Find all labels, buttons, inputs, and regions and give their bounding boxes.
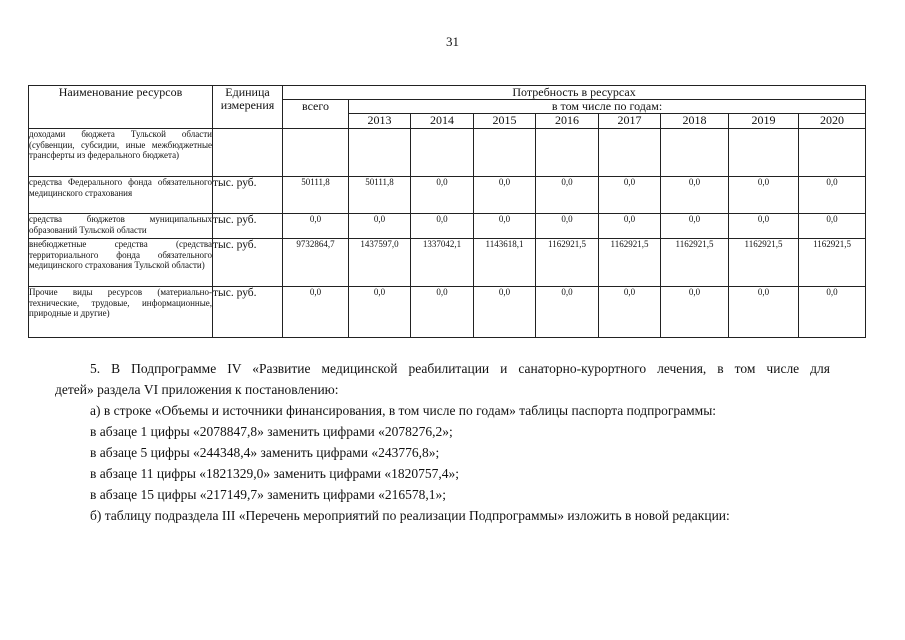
value-cell: 0,0 <box>661 214 729 239</box>
value-cell <box>474 129 536 177</box>
value-cell <box>661 129 729 177</box>
resource-name: внебюджетные средства (средства территориального фонда обязательного медицинского страхования Тульской области) <box>29 239 213 287</box>
value-cell: 0,0 <box>474 287 536 338</box>
resource-unit: тыс. руб. <box>213 239 283 287</box>
resource-unit: тыс. руб. <box>213 287 283 338</box>
header-year: 2020 <box>799 114 866 129</box>
value-cell: 1162921,5 <box>661 239 729 287</box>
value-cell: 0,0 <box>536 177 599 214</box>
resource-name: Прочие виды ресурсов (материально-технические, трудовые, информационные, природные и другие) <box>29 287 213 338</box>
value-cell: 0,0 <box>799 214 866 239</box>
header-year: 2014 <box>411 114 474 129</box>
replacement-line: в абзаце 5 цифры «244348,4» заменить цифрами «243776,8»; <box>90 445 440 460</box>
page-number: 31 <box>446 34 459 49</box>
paragraph-a: а) в строке «Объемы и источники финансирования, в том числе по годам» таблицы паспорта подпрограммы: <box>90 403 717 418</box>
value-cell: 0,0 <box>349 214 411 239</box>
table-row <box>29 129 866 177</box>
value-cell: 0,0 <box>799 177 866 214</box>
value-cell: 0,0 <box>474 177 536 214</box>
value-cell: 0,0 <box>599 287 661 338</box>
value-cell: 0,0 <box>599 177 661 214</box>
header-year: 2017 <box>599 114 661 129</box>
value-cell: 0,0 <box>799 287 866 338</box>
value-cell: 0,0 <box>283 214 349 239</box>
value-cell: 1162921,5 <box>536 239 599 287</box>
value-cell: 0,0 <box>729 287 799 338</box>
value-cell: 1162921,5 <box>799 239 866 287</box>
resource-name: средства Федерального фонда обязательного медицинского страхования <box>29 177 213 214</box>
header-resource-need: Потребность в ресурсах <box>283 86 866 100</box>
header-unit: Единица измерения <box>213 86 283 129</box>
value-cell: 1162921,5 <box>729 239 799 287</box>
header-total: всего <box>283 100 349 129</box>
value-cell: 0,0 <box>411 287 474 338</box>
resource-unit <box>213 129 283 177</box>
header-year: 2018 <box>661 114 729 129</box>
resource-name: доходами бюджета Тульской области (субвенции, субсидии, иные межбюджетные трансферты из федерального бюджета) <box>29 129 213 177</box>
value-cell <box>536 129 599 177</box>
header-year: 2013 <box>349 114 411 129</box>
value-cell: 0,0 <box>283 287 349 338</box>
value-cell: 1143618,1 <box>474 239 536 287</box>
value-cell <box>729 129 799 177</box>
resource-unit: тыс. руб. <box>213 177 283 214</box>
value-cell: 0,0 <box>599 214 661 239</box>
table-row <box>29 214 866 239</box>
paragraph-5-line-2: детей» раздела VI приложения к постановлению: <box>55 382 339 397</box>
table-row <box>29 287 866 338</box>
header-resource-name: Наименование ресурсов <box>29 86 213 129</box>
value-cell: 0,0 <box>536 214 599 239</box>
resources-table <box>28 85 866 338</box>
paragraph-5-line-1: 5. В Подпрограмме IV «Развитие медицинской реабилитации и санаторно-курортного лечения, в том числе для <box>90 361 830 376</box>
header-by-years: в том числе по годам: <box>349 100 866 114</box>
value-cell: 50111,8 <box>283 177 349 214</box>
value-cell: 0,0 <box>536 287 599 338</box>
value-cell: 0,0 <box>474 214 536 239</box>
value-cell <box>799 129 866 177</box>
resource-unit: тыс. руб. <box>213 214 283 239</box>
value-cell: 0,0 <box>729 214 799 239</box>
table-row <box>29 239 866 287</box>
value-cell: 1337042,1 <box>411 239 474 287</box>
header-year: 2019 <box>729 114 799 129</box>
value-cell: 50111,8 <box>349 177 411 214</box>
table-row <box>29 177 866 214</box>
header-year: 2016 <box>536 114 599 129</box>
value-cell <box>349 129 411 177</box>
value-cell <box>599 129 661 177</box>
value-cell: 0,0 <box>349 287 411 338</box>
header-year: 2015 <box>474 114 536 129</box>
value-cell: 1437597,0 <box>349 239 411 287</box>
value-cell: 0,0 <box>661 177 729 214</box>
value-cell: 0,0 <box>729 177 799 214</box>
value-cell: 0,0 <box>661 287 729 338</box>
value-cell <box>411 129 474 177</box>
resource-name: средства бюджетов муниципальных образований Тульской области <box>29 214 213 239</box>
replacement-line: в абзаце 11 цифры «1821329,0» заменить цифрами «1820757,4»; <box>90 466 459 481</box>
value-cell: 9732864,7 <box>283 239 349 287</box>
value-cell: 0,0 <box>411 214 474 239</box>
replacement-line: в абзаце 15 цифры «217149,7» заменить цифрами «216578,1»; <box>90 487 446 502</box>
paragraph-b: б) таблицу подраздела III «Перечень мероприятий по реализации Подпрограммы» изложить в новой редакции: <box>90 508 730 523</box>
value-cell <box>283 129 349 177</box>
value-cell: 1162921,5 <box>599 239 661 287</box>
value-cell: 0,0 <box>411 177 474 214</box>
replacement-line: в абзаце 1 цифры «2078847,8» заменить цифрами «2078276,2»; <box>90 424 453 439</box>
